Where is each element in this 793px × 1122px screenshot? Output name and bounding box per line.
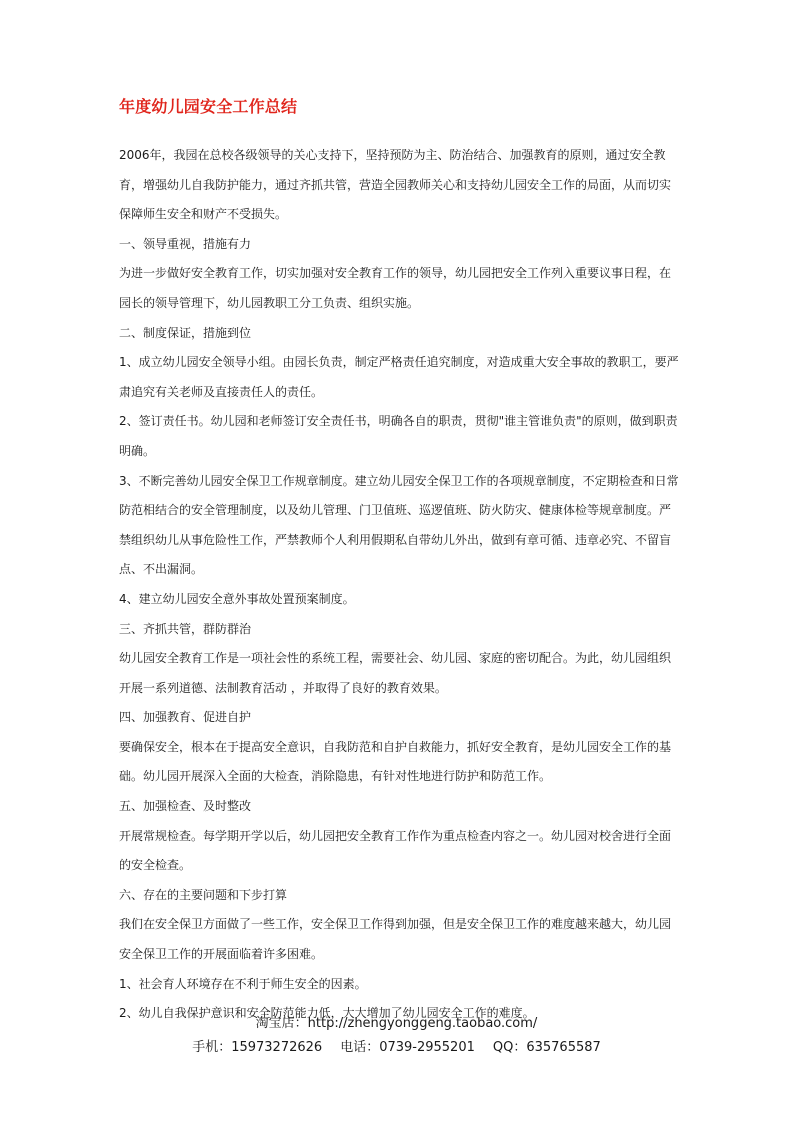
text-line: 的安全检查。 xyxy=(119,858,192,873)
text-line: 肃追究有关老师及直接责任人的责任。 xyxy=(119,384,324,399)
text-line: 为进一步做好安全教育工作，切实加强对安全教育工作的领导，幼儿园把安全工作列入重要议事日程，在 xyxy=(119,266,672,281)
text-line: 园长的领导管理下，幼儿园教职工分工负责、组织实施。 xyxy=(119,295,420,310)
footer-shop[interactable]: 淘宝店：http://zhengyonggeng.taobao.com/ xyxy=(255,1016,538,1031)
text-line: 防范相结合的安全管理制度，以及幼儿管理、门卫值班、巡逻值班、防火防灾、健康体检等规章制度。严 xyxy=(119,503,672,518)
section-heading: 五、加强检查、及时整改 xyxy=(119,799,252,814)
text-line: 3、不断完善幼儿园安全保卫工作规章制度。建立幼儿园安全保卫工作的各项规章制度，不定期检查和日常 xyxy=(119,473,679,488)
text-line: 我们在安全保卫方面做了一些工作，安全保卫工作得到加强，但是安全保卫工作的难度越来越大，幼儿园 xyxy=(119,917,672,932)
text-line: 安全保卫工作的开展面临着许多困难。 xyxy=(119,947,324,962)
text-line: 2006年，我园在总校各级领导的关心支持下，坚持预防为主、防治结合、加强教育的原则，通过安全教 xyxy=(119,148,666,162)
document-title: 年度幼儿园安全工作总结 xyxy=(119,97,298,116)
text-line: 幼儿园安全教育工作是一项社会性的系统工程，需要社会、幼儿园、家庭的密切配合。为此，幼儿园组织 xyxy=(119,651,672,666)
document-body xyxy=(119,141,679,1029)
text-line: 础。幼儿园开展深入全面的大检查，消除隐患，有针对性地进行防护和防范工作。 xyxy=(119,769,552,784)
text-line: 1、成立幼儿园安全领导小组。由园长负责，制定严格责任追究制度，对造成重大安全事故的教职工，要严 xyxy=(119,355,679,370)
text-line: 育，增强幼儿自我防护能力，通过齐抓共管，营造全园教师关心和支持幼儿园安全工作的局面，从而切实 xyxy=(119,177,672,192)
text-line: 禁组织幼儿从事危险性工作，严禁教师个人利用假期私自带幼儿外出，做到有章可循、违章必究、不留盲 xyxy=(119,532,672,547)
footer-phone: 手机：15973272626 xyxy=(192,1040,323,1055)
text-line: 明确。 xyxy=(119,443,156,458)
text-line: 点、不出漏洞。 xyxy=(119,562,204,577)
footer-shop-line xyxy=(0,1012,793,1031)
text-line: 2、幼儿自我保护意识和安全防范能力低，大大增加了幼儿园安全工作的难度。 xyxy=(119,1006,535,1021)
section-heading: 三、齐抓共管，群防群治 xyxy=(119,621,252,636)
text-line: 4、建立幼儿园安全意外事故处置预案制度。 xyxy=(119,591,355,606)
footer-tel: 电话：0739-2955201 xyxy=(340,1040,475,1055)
text-line: 开展常规检查。每学期开学以后，幼儿园把安全教育工作作为重点检查内容之一。幼儿园对校舍进行全面 xyxy=(119,828,672,843)
text-line: 要确保安全，根本在于提高安全意识，自我防范和自护自救能力，抓好安全教育，是幼儿园安全工作的基 xyxy=(119,739,672,754)
footer-contact-line xyxy=(0,1036,793,1055)
section-heading: 二、制度保证，措施到位 xyxy=(119,325,252,340)
footer-qq: QQ：635765587 xyxy=(492,1040,601,1055)
section-heading: 四、加强教育、促进自护 xyxy=(119,710,252,725)
text-line: 2、签订责任书。幼儿园和老师签订安全责任书，明确各自的职责，贯彻"谁主管谁负责"的原则，做到职责 xyxy=(119,414,678,429)
text-line: 保障师生安全和财产不受损失。 xyxy=(119,207,288,222)
text-line: 1、社会育人环境存在不利于师生安全的因素。 xyxy=(119,976,367,991)
section-heading: 六、存在的主要问题和下步打算 xyxy=(119,887,288,902)
section-heading: 一、领导重视，措施有力 xyxy=(119,236,252,251)
text-line: 开展一系列道德、法制教育活动 ，并取得了良好的教育效果。 xyxy=(119,680,447,695)
